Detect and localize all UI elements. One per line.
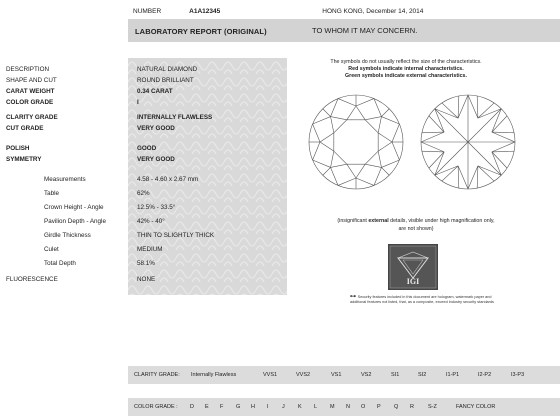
- field-value: NONE: [137, 276, 156, 283]
- field-label: DESCRIPTION: [6, 66, 50, 73]
- external-details-note: [316, 218, 516, 233]
- clarity-grade-item: Internally Flawless: [191, 372, 237, 378]
- field-label: CUT GRADE: [6, 125, 44, 132]
- ext-note-line2: are not shown): [398, 225, 434, 232]
- field-value: 62%: [137, 190, 150, 197]
- field-value: 58.1%: [137, 260, 155, 267]
- field-label: POLISH: [6, 145, 30, 152]
- field-label: CARAT WEIGHT: [6, 88, 55, 95]
- clarity-grade-item: VVS1: [263, 372, 278, 378]
- field-value: VERY GOOD: [137, 125, 175, 132]
- field-label: SYMMETRY: [6, 156, 42, 163]
- field-value: ROUND BRILLIANT: [137, 77, 194, 84]
- field-label: Measurements: [44, 176, 86, 183]
- security-caption: [350, 295, 500, 304]
- field-label: Total Depth: [44, 260, 76, 267]
- field-value: VERY GOOD: [137, 156, 175, 163]
- color-grade-item: I: [267, 404, 269, 410]
- color-grade-item: J: [282, 404, 285, 410]
- seal-text: IGI: [406, 277, 420, 286]
- field-label: COLOR GRADE: [6, 99, 54, 106]
- symbols-note-line1: The symbols do not usually reflect the size of the characteristics.: [330, 59, 482, 65]
- hologram-seal: [388, 244, 438, 290]
- number-value: A1A12345: [189, 8, 221, 15]
- color-scale-label: COLOR GRADE :: [134, 404, 178, 410]
- color-grade-item: M: [330, 404, 335, 410]
- color-grade-item: N: [346, 404, 350, 410]
- clarity-grade-item: SI2: [418, 372, 427, 378]
- clarity-grade-item: SI1: [391, 372, 400, 378]
- clarity-scale-label: CLARITY GRADE:: [134, 372, 180, 378]
- clarity-grade-item: VVS2: [296, 372, 311, 378]
- color-grade-item: K: [298, 404, 302, 410]
- color-grade-item: Q: [394, 404, 399, 410]
- field-value: MEDIUM: [137, 246, 163, 253]
- field-label: Pavilion Depth - Angle: [44, 218, 106, 225]
- security-caption-text: Security features included in this document are hologram, watermark paper and additional features not listed, that, as a composite, exceed industry security standards: [350, 295, 494, 304]
- addressee: TO WHOM IT MAY CONCERN.: [312, 26, 418, 35]
- color-grade-item: D: [190, 404, 194, 410]
- crown-view-diagram: [309, 95, 403, 189]
- color-grade-item: H: [251, 404, 255, 410]
- field-label: Culet: [44, 246, 59, 253]
- field-value: NATURAL DIAMOND: [137, 66, 198, 73]
- ext-note-bold: external: [368, 218, 389, 224]
- key-icon: ⊶: [350, 294, 358, 300]
- color-grade-item: G: [236, 404, 241, 410]
- color-grade-item: F: [220, 404, 224, 410]
- report-number-line: [133, 8, 423, 15]
- ext-note-pre: (insignificant: [337, 218, 369, 224]
- clarity-grade-item: I3-P3: [511, 372, 525, 378]
- value-panel: [128, 58, 287, 295]
- color-grade-item: P: [377, 404, 381, 410]
- clarity-grade-item: I1-P1: [446, 372, 460, 378]
- color-grade-item: E: [205, 404, 209, 410]
- field-label: Girdle Thickness: [44, 232, 91, 239]
- field-label: CLARITY GRADE: [6, 114, 58, 121]
- clarity-grade-item: VS1: [331, 372, 342, 378]
- place-date: HONG KONG, December 14, 2014: [322, 8, 424, 15]
- diamond-plot-diagrams: [308, 82, 516, 204]
- field-value: THIN TO SLIGHTLY THICK: [137, 232, 215, 239]
- field-label: Crown Height - Angle: [44, 204, 104, 211]
- field-value: 0.34 CARAT: [137, 88, 173, 95]
- clarity-grade-item: I2-P2: [478, 372, 492, 378]
- color-grade-item: R: [410, 404, 414, 410]
- symbols-note: [300, 59, 512, 80]
- color-grade-item: O: [361, 404, 366, 410]
- symbols-note-line3: Green symbols indicate external characteristics.: [345, 73, 467, 79]
- ext-note-post: details, visible under high magnification only,: [388, 218, 495, 224]
- clarity-grade-scale: [128, 366, 560, 384]
- color-grade-item: FANCY COLOR: [456, 404, 496, 410]
- color-grade-item: L: [314, 404, 318, 410]
- symbols-note-line2: Red symbols indicate internal characteristics.: [348, 66, 464, 72]
- field-value: 4.58 - 4.60 x 2.67 mm: [137, 176, 199, 183]
- pavilion-view-diagram: [421, 95, 515, 189]
- field-value: GOOD: [137, 145, 157, 152]
- field-label: FLUORESCENCE: [6, 276, 58, 283]
- color-grade-scale: [128, 398, 560, 416]
- field-label: SHAPE AND CUT: [6, 77, 57, 84]
- number-label: NUMBER: [133, 8, 162, 15]
- field-value: 42% - 40°: [137, 218, 165, 225]
- report-title: LABORATORY REPORT (ORIGINAL): [135, 27, 267, 36]
- clarity-grade-item: VS2: [361, 372, 372, 378]
- field-label: Table: [44, 190, 60, 197]
- field-value: INTERNALLY FLAWLESS: [137, 114, 213, 121]
- field-value: I: [137, 99, 139, 106]
- color-grade-item: S-Z: [428, 404, 437, 410]
- field-value: 12.5% - 33.5°: [137, 204, 176, 211]
